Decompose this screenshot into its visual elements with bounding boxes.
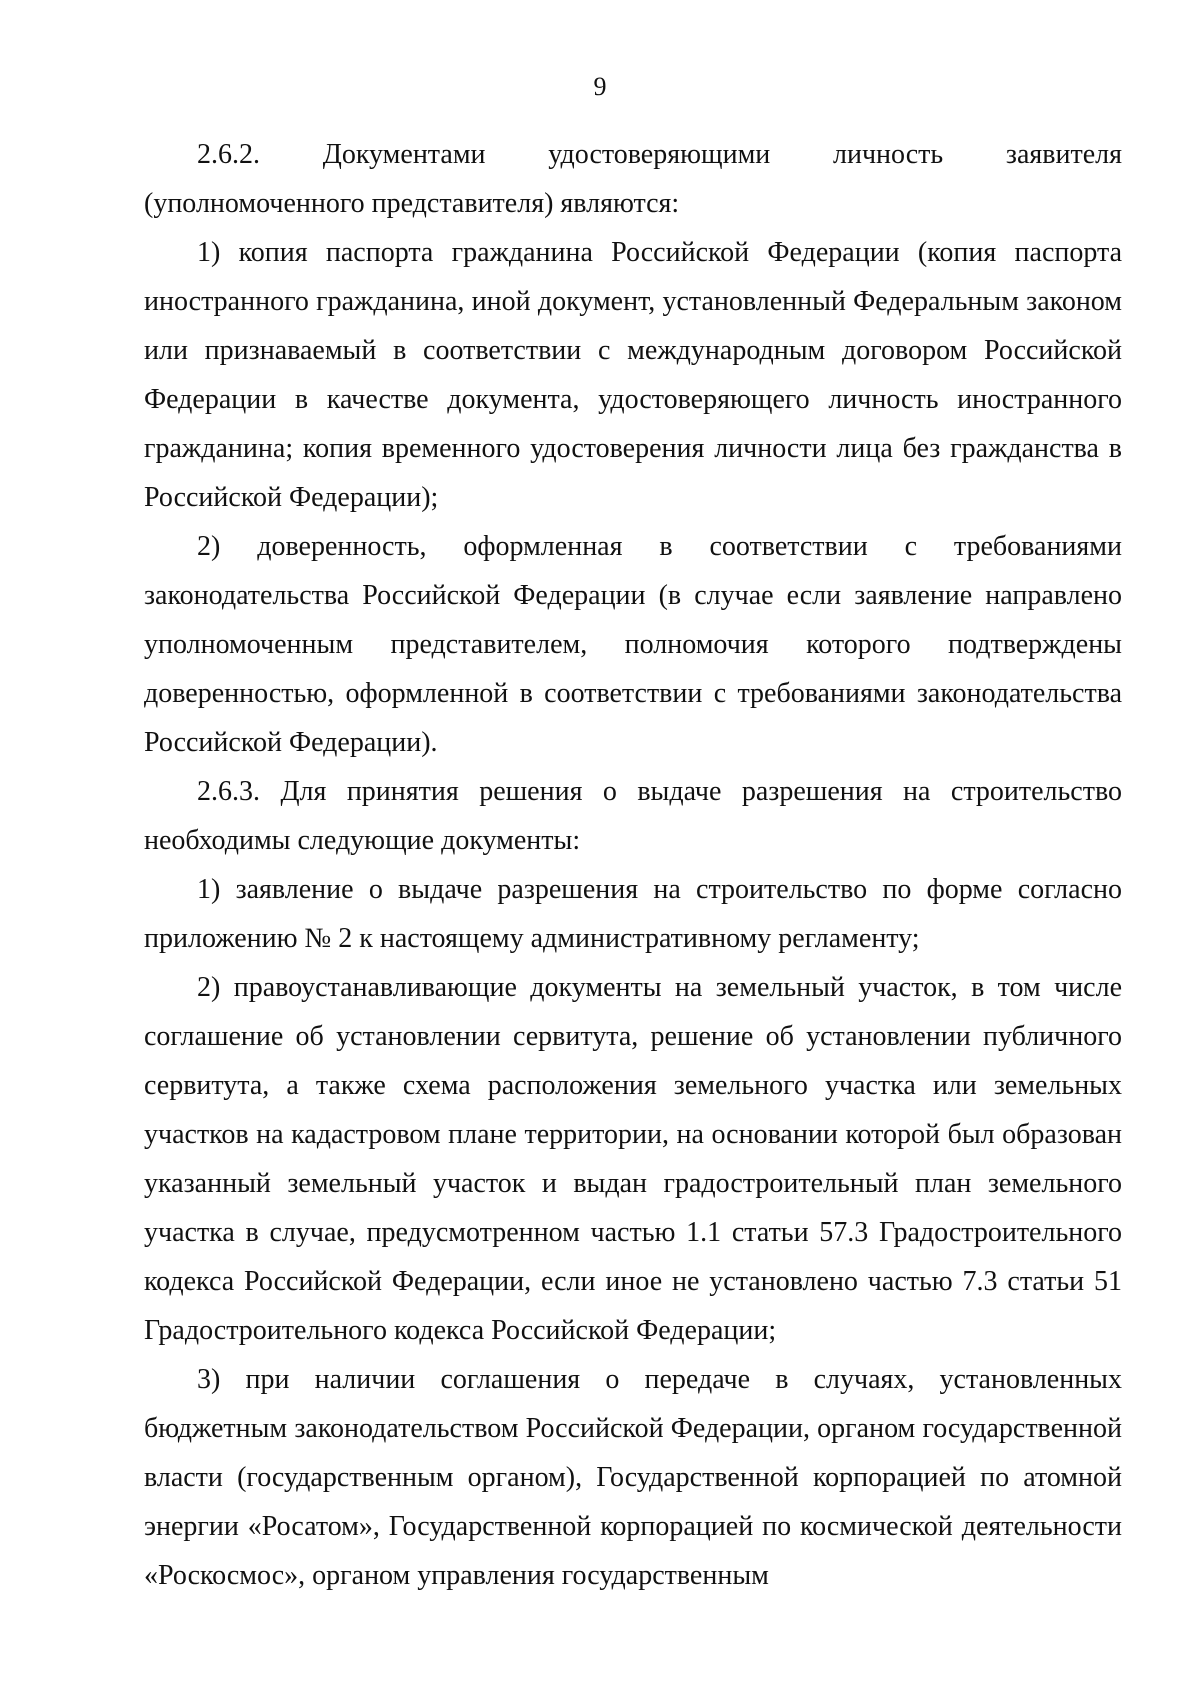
paragraph-2-6-2-item-1: 1) копия паспорта гражданина Российской Федерации (копия паспорта иностранного гражданина, иной документ, установленный Федеральным законом или признаваемый в соответствии с международным договором Российской Федерации в качестве документа, удостоверяющего личность иностранного гражданина; копия временного удостоверения личности лица без гражданства в Российской Федерации); (144, 237, 1122, 513)
paragraph-2-6-3-item-3: 3) при наличии соглашения о передаче в случаях, установленных бюджетным законодательством Российской Федерации, органом государственной власти (государственным органом), Государственной корпорацией по атомной энергии «Росатом», Государственной корпорацией по космической деятельности «Роскосмос», органом управления государственным (144, 1364, 1122, 1591)
paragraph-2-6-2: 2.6.2. Документами удостоверяющими личность заявителя (уполномоченного представителя) являются: (144, 139, 1122, 219)
paragraph-2-6-3: 2.6.3. Для принятия решения о выдаче разрешения на строительство необходимы следующие документы: (144, 776, 1122, 856)
page-number: 9 (593, 72, 607, 101)
paragraph-2-6-3-item-1: 1) заявление о выдаче разрешения на строительство по форме согласно приложению № 2 к настоящему административному регламенту; (144, 874, 1122, 954)
paragraph-2-6-3-item-2: 2) правоустанавливающие документы на земельный участок, в том числе соглашение об установлении сервитута, решение об установлении публичного сервитута, а также схема расположения земельного участка или земельных участков на кадастровом плане территории, на основании которой был образован указанный земельный участок и выдан градостроительный план земельного участка в случае, предусмотренном частью 1.1 статьи 57.3 Градостроительного кодекса Российской Федерации, если иное не установлено частью 7.3 статьи 51 Градостроительного кодекса Российской Федерации; (144, 972, 1122, 1346)
paragraph-2-6-2-item-2: 2) доверенность, оформленная в соответствии с требованиями законодательства Российской Федерации (в случае если заявление направлено уполномоченным представителем, полномочия которого подтверждены доверенностью, оформленной в соответствии с требованиями законодательства Российской Федерации). (144, 531, 1122, 758)
document-body (144, 130, 1122, 1600)
